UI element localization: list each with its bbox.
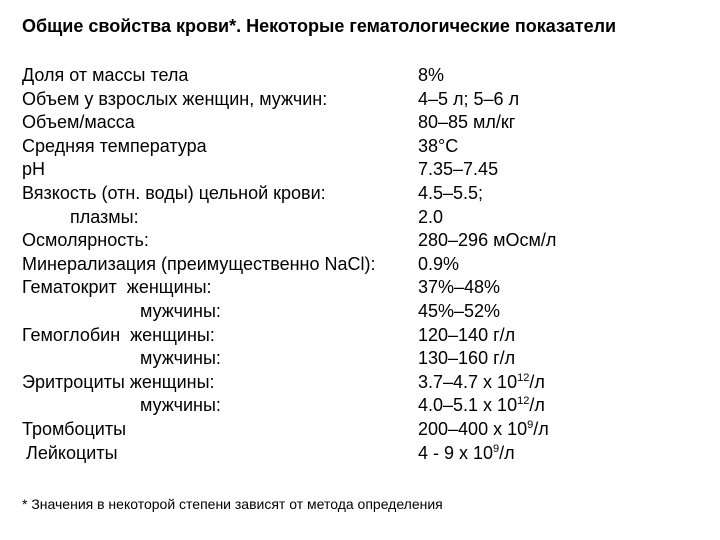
row-hemoglobin-women: [22, 324, 712, 348]
row-adult-volume: [22, 88, 712, 112]
row-value-unit: /л: [529, 395, 545, 416]
row-label: Осмолярность:: [22, 230, 149, 251]
row-value-unit: /л: [499, 442, 515, 463]
row-value: 80–85 мл/кг: [418, 112, 516, 133]
row-erythrocytes-men: [22, 394, 712, 418]
row-leukocytes: [22, 442, 712, 466]
row-label: мужчины:: [140, 395, 221, 416]
row-label: Средняя температура: [22, 135, 207, 156]
row-label: Минерализация (преимущественно NaCl):: [22, 253, 376, 274]
row-value: [418, 371, 545, 395]
row-value-unit: /л: [529, 371, 545, 392]
row-value-exponent: 9: [493, 442, 500, 455]
row-label: Объем у взрослых женщин, мужчин:: [22, 88, 328, 109]
row-value: 4–5 л; 5–6 л: [418, 88, 520, 109]
row-value: 130–160 г/л: [418, 348, 516, 369]
row-value-base: 4 - 9 x 10: [418, 442, 494, 463]
row-label: Лейкоциты: [26, 442, 118, 463]
row-erythrocytes-women: [22, 371, 712, 395]
row-label: Объем/масса: [22, 112, 135, 133]
row-viscosity-plasma: [22, 206, 712, 230]
row-value-exponent: 12: [517, 395, 530, 408]
row-value-base: 200–400 x 10: [418, 418, 528, 439]
row-platelets: [22, 418, 712, 442]
row-hematocrit-men: [22, 300, 712, 324]
row-label: pH: [22, 159, 46, 180]
row-label: Эритроциты женщины:: [22, 371, 215, 392]
row-value: 0.9%: [418, 253, 460, 274]
row-value: 7.35–7.45: [418, 159, 499, 180]
row-value: [418, 442, 515, 466]
row-value: 37%–48%: [418, 277, 501, 298]
row-value: 38°С: [418, 135, 459, 156]
row-label: мужчины:: [140, 348, 221, 369]
row-value: [418, 418, 549, 442]
row-value: [418, 394, 545, 418]
row-value-unit: /л: [533, 418, 549, 439]
row-value-exponent: 9: [527, 418, 534, 431]
row-value: 4.5–5.5;: [418, 182, 484, 203]
parameters-table: [22, 64, 712, 465]
footnote: * Значения в некоторой степени зависят от метода определения: [22, 496, 443, 512]
row-label: Гемоглобин женщины:: [22, 324, 215, 345]
row-hemoglobin-men: [22, 347, 712, 371]
row-body-mass-share: [22, 64, 712, 88]
row-value-base: 4.0–5.1 x 10: [418, 395, 518, 416]
row-label: Гематокрит женщины:: [22, 277, 212, 298]
row-value: 8%: [418, 65, 445, 85]
row-value-base: 3.7–4.7 x 10: [418, 371, 518, 392]
row-hematocrit-women: [22, 276, 712, 300]
row-label: Вязкость (отн. воды) цельной крови:: [22, 182, 326, 203]
row-mineralization: [22, 253, 712, 277]
row-value: 120–140 г/л: [418, 324, 516, 345]
row-osmolarity: [22, 229, 712, 253]
row-label: Тромбоциты: [22, 418, 127, 439]
row-value: 2.0: [418, 206, 444, 227]
row-ph: [22, 158, 712, 182]
row-label: плазмы:: [70, 206, 139, 227]
row-temperature: [22, 135, 712, 159]
page-title: Общие свойства крови*. Некоторые гематологические показатели: [22, 16, 617, 36]
row-value-exponent: 12: [517, 371, 530, 384]
row-value: 280–296 мОсм/л: [418, 230, 557, 251]
row-value: 45%–52%: [418, 300, 501, 321]
row-viscosity-whole-blood: [22, 182, 712, 206]
row-volume-mass: [22, 111, 712, 135]
row-label: мужчины:: [140, 300, 221, 321]
row-label: Доля от массы тела: [22, 65, 189, 85]
